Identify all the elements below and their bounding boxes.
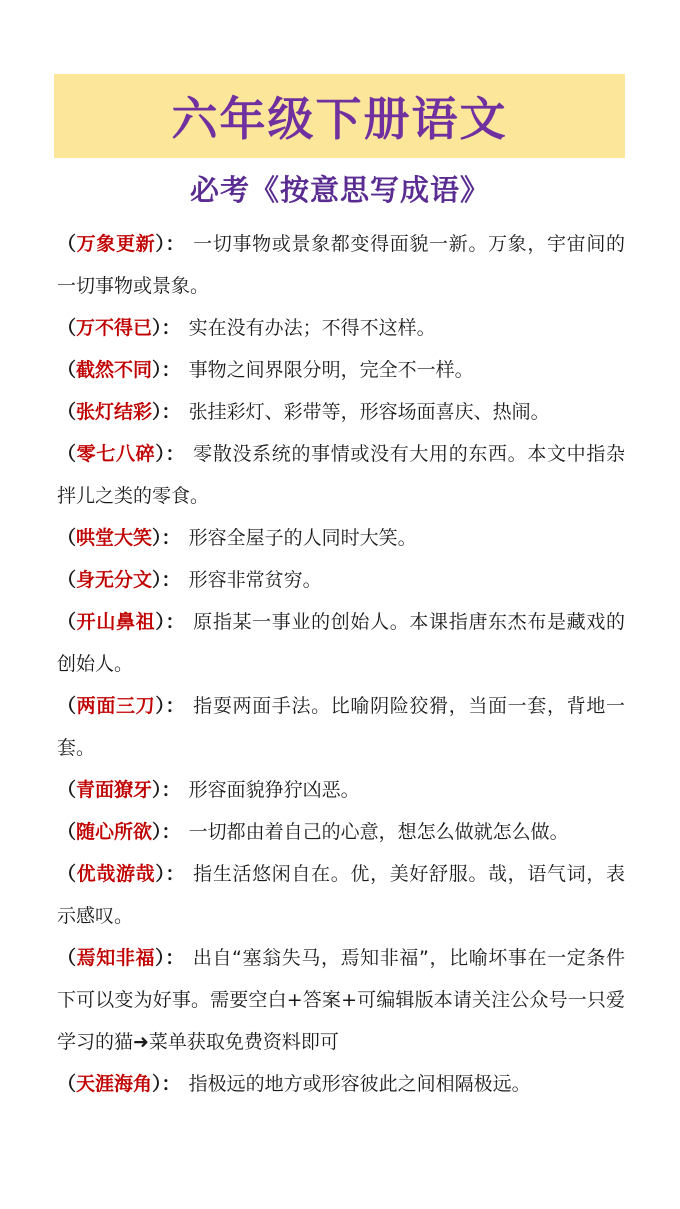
colon: ： xyxy=(161,317,181,339)
open-paren: （ xyxy=(57,569,77,591)
colon: ： xyxy=(161,359,181,381)
idiom-entry xyxy=(57,937,625,1063)
idiom-term: 截然不同 xyxy=(76,359,153,381)
close-paren: ） xyxy=(155,611,166,633)
close-paren: ） xyxy=(155,695,166,717)
idiom-term: 零七八碎 xyxy=(76,443,156,465)
idiom-term: 万象更新 xyxy=(76,233,156,255)
idiom-entry xyxy=(57,391,625,433)
idiom-definition: 出自“塞翁失马，焉知非福”，比喻坏事在一定条件下可以变为好事。需要空白+答案+可编辑版本请关注公众号一只爱学习的猫➜菜单获取免费资料即可 xyxy=(57,947,625,1053)
idiom-definition: 指极远的地方或形容彼此之间相隔极远。 xyxy=(188,1073,531,1095)
colon: ： xyxy=(161,779,181,801)
open-paren: （ xyxy=(57,1073,77,1095)
close-paren: ） xyxy=(152,779,162,801)
close-paren: ） xyxy=(155,947,166,969)
idiom-term: 哄堂大笑 xyxy=(76,527,153,549)
close-paren: ） xyxy=(152,359,162,381)
colon: ： xyxy=(161,1073,181,1095)
open-paren: （ xyxy=(57,779,77,801)
open-paren: （ xyxy=(57,695,77,717)
idiom-entry xyxy=(57,307,625,349)
idiom-definition: 事物之间界限分明，完全不一样。 xyxy=(188,359,474,381)
idiom-term: 焉知非福 xyxy=(76,947,156,969)
idiom-definition: 张挂彩灯、彩带等，形容场面喜庆、热闹。 xyxy=(188,401,550,423)
idiom-entry xyxy=(57,223,625,307)
page-subtitle: 必考《按意思写成语》 xyxy=(189,173,490,207)
close-paren: ） xyxy=(155,863,166,885)
idiom-entry xyxy=(57,559,625,601)
close-paren: ） xyxy=(155,233,166,255)
open-paren: （ xyxy=(57,947,77,969)
idiom-definition: 指生活悠闲自在。优，美好舒服。哉，语气词，表示感叹。 xyxy=(57,863,625,927)
close-paren: ） xyxy=(152,1073,162,1095)
idiom-term: 两面三刀 xyxy=(76,695,156,717)
close-paren: ） xyxy=(152,569,162,591)
open-paren: （ xyxy=(57,443,77,465)
idiom-definition: 一切事物或景象都变得面貌一新。万象，宇宙间的一切事物或景象。 xyxy=(57,233,625,297)
colon: ： xyxy=(161,401,181,423)
idiom-entry xyxy=(57,811,625,853)
colon: ： xyxy=(165,863,186,885)
idiom-term: 张灯结彩 xyxy=(76,401,153,423)
idiom-definition: 一切都由着自己的心意，想怎么做就怎么做。 xyxy=(188,821,569,843)
idiom-entry xyxy=(57,517,625,559)
idiom-definition: 实在没有办法；不得不这样。 xyxy=(188,317,436,339)
open-paren: （ xyxy=(57,317,77,339)
close-paren: ） xyxy=(152,527,162,549)
idiom-definition: 指耍两面手法。比喻阴险狡猾，当面一套，背地一套。 xyxy=(57,695,625,759)
page-title: 六年级下册语文 xyxy=(171,92,508,146)
close-paren: ） xyxy=(152,401,162,423)
idiom-definition: 原指某一事业的创始人。本课指唐东杰布是藏戏的创始人。 xyxy=(57,611,625,675)
idiom-term: 随心所欲 xyxy=(76,821,153,843)
idiom-term: 身无分文 xyxy=(76,569,153,591)
open-paren: （ xyxy=(57,401,77,423)
idiom-entry xyxy=(57,349,625,391)
idiom-term: 天涯海角 xyxy=(76,1073,153,1095)
idiom-entry xyxy=(57,769,625,811)
open-paren: （ xyxy=(57,611,77,633)
open-paren: （ xyxy=(57,527,77,549)
idiom-definition: 零散没系统的事情或没有大用的东西。本文中指杂拌儿之类的零食。 xyxy=(57,443,625,507)
idiom-entry xyxy=(57,853,625,937)
close-paren: ） xyxy=(152,821,162,843)
idiom-list xyxy=(57,223,625,1105)
idiom-entry xyxy=(57,601,625,685)
open-paren: （ xyxy=(57,863,77,885)
idiom-term: 万不得已 xyxy=(76,317,153,339)
colon: ： xyxy=(165,233,186,255)
idiom-term: 开山鼻祖 xyxy=(76,611,156,633)
idiom-term: 青面獠牙 xyxy=(76,779,153,801)
idiom-entry xyxy=(57,1063,625,1105)
idiom-entry xyxy=(57,433,625,517)
colon: ： xyxy=(165,947,185,969)
title-banner xyxy=(54,74,625,158)
colon: ： xyxy=(161,821,181,843)
idiom-entry xyxy=(57,685,625,769)
idiom-term: 优哉游哉 xyxy=(76,863,156,885)
idiom-definition: 形容非常贫穷。 xyxy=(188,569,322,591)
open-paren: （ xyxy=(57,359,77,381)
close-paren: ） xyxy=(152,317,162,339)
close-paren: ） xyxy=(155,443,166,465)
colon: ： xyxy=(165,695,186,717)
idiom-definition: 形容面貌狰狞凶恶。 xyxy=(188,779,360,801)
idiom-definition: 形容全屋子的人同时大笑。 xyxy=(188,527,417,549)
open-paren: （ xyxy=(57,821,77,843)
colon: ： xyxy=(161,527,181,549)
open-paren: （ xyxy=(57,233,77,255)
colon: ： xyxy=(165,443,186,465)
colon: ： xyxy=(165,611,186,633)
colon: ： xyxy=(161,569,181,591)
